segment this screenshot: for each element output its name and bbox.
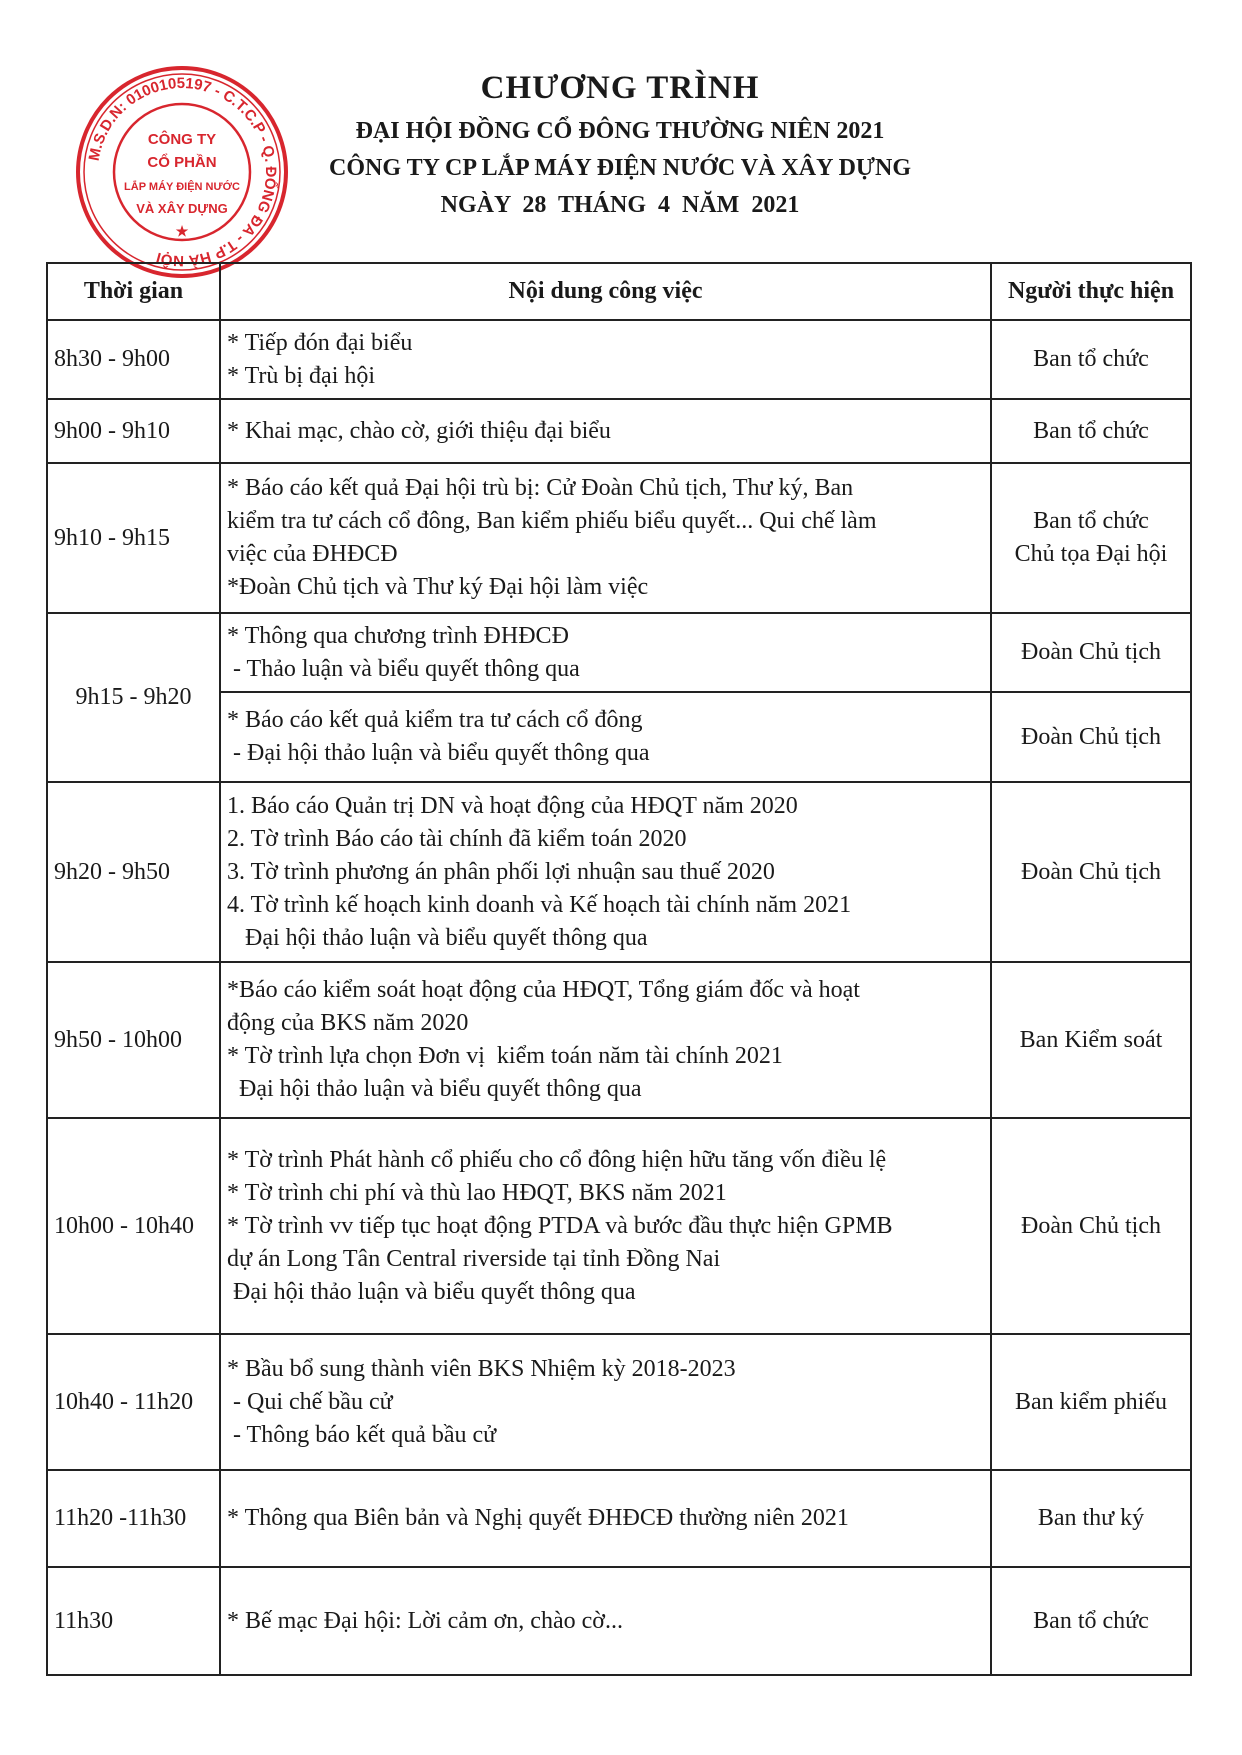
responsible-cell — [991, 1118, 1191, 1334]
svg-text:★: ★ — [175, 223, 189, 239]
content-cell — [220, 463, 991, 613]
table-row — [47, 962, 1191, 1118]
content-line: * Thông qua chương trình ĐHĐCĐ — [227, 622, 569, 649]
responsible-line: Ban tổ chức — [1033, 508, 1149, 534]
content-line: - Thông báo kết quả bầu cử — [227, 1421, 497, 1448]
content-line: * Bầu bổ sung thành viên BKS Nhiệm kỳ 2018-2023 — [227, 1355, 736, 1382]
content-cell — [220, 320, 991, 399]
svg-text:CÔNG TY: CÔNG TY — [147, 131, 217, 148]
time-cell: 9h00 - 9h10 — [47, 399, 220, 463]
content-line: 2. Tờ trình Báo cáo tài chính đã kiểm toán 2020 — [227, 825, 687, 852]
content-line: * Khai mạc, chào cờ, giới thiệu đại biểu — [227, 417, 611, 444]
table-row — [47, 1470, 1191, 1567]
content-line: * Báo cáo kết quả Đại hội trù bị: Cử Đoàn Chủ tịch, Thư ký, Ban — [227, 475, 854, 501]
svg-text:CỔ PHẦN: CỔ PHẦN — [147, 154, 217, 171]
responsible-cell — [991, 1334, 1191, 1470]
content-cell — [220, 1118, 991, 1334]
meeting-title: ĐẠI HỘI ĐỒNG CỔ ĐÔNG THƯỜNG NIÊN 2021 — [355, 118, 885, 144]
content-line: việc của ĐHĐCĐ — [227, 541, 398, 567]
time-cell: 9h50 - 10h00 — [47, 962, 220, 1118]
content-cell — [220, 1470, 991, 1567]
content-line: * Bế mạc Đại hội: Lời cảm ơn, chào cờ... — [227, 1607, 623, 1634]
content-cell — [220, 1567, 991, 1675]
content-line: Đại hội thảo luận và biểu quyết thông qua — [227, 1278, 636, 1305]
responsible-line: Ban tổ chức — [1033, 1607, 1149, 1634]
content-line: 1. Báo cáo Quản trị DN và hoạt động của HĐQT năm 2020 — [227, 792, 798, 819]
responsible-cell — [991, 692, 1191, 782]
table-row — [47, 320, 1191, 399]
responsible-cell — [991, 399, 1191, 463]
content-cell — [220, 692, 991, 782]
responsible-line: Đoàn Chủ tịch — [1021, 639, 1161, 665]
content-line: * Tờ trình vv tiếp tục hoạt động PTDA và bước đầu thực hiện GPMB — [227, 1212, 893, 1239]
time-cell: 11h20 -11h30 — [47, 1470, 220, 1567]
company-stamp — [74, 64, 290, 280]
responsible-cell — [991, 962, 1191, 1118]
stamp-ring-text: M.S.D.N: 0100105197 - C.T.C.P - Q. ĐỐNG ĐA - T.P HÀ NỘI — [85, 74, 280, 270]
content-cell — [220, 782, 991, 962]
svg-text:LẮP MÁY ĐIỆN NƯỚC: LẮP MÁY ĐIỆN NƯỚC — [124, 181, 240, 193]
content-line: * Tờ trình lựa chọn Đơn vị kiểm toán năm tài chính 2021 — [227, 1043, 783, 1069]
responsible-line: Đoàn Chủ tịch — [1021, 858, 1161, 885]
table-row — [47, 782, 1191, 962]
content-line: - Thảo luận và biểu quyết thông qua — [227, 655, 580, 682]
responsible-cell — [991, 320, 1191, 399]
time-cell: 8h30 - 9h00 — [47, 320, 220, 399]
responsible-cell — [991, 463, 1191, 613]
time-cell: 9h20 - 9h50 — [47, 782, 220, 962]
content-line: * Tiếp đón đại biểu — [227, 329, 413, 356]
content-line: * Trù bị đại hội — [227, 362, 376, 389]
meeting-date: NGÀY 28 THÁNG 4 NĂM 2021 — [440, 192, 800, 218]
time-cell: 9h10 - 9h15 — [47, 463, 220, 613]
responsible-cell — [991, 613, 1191, 692]
responsible-line: Ban tổ chức — [1033, 417, 1149, 444]
responsible-cell — [991, 1567, 1191, 1675]
table-row — [47, 613, 1191, 692]
content-line: * Tờ trình Phát hành cổ phiếu cho cổ đông hiện hữu tăng vốn điều lệ — [227, 1146, 887, 1173]
responsible-line: Đoàn Chủ tịch — [1021, 1212, 1161, 1239]
table-row — [47, 463, 1191, 613]
responsible-line: Chủ tọa Đại hội — [1014, 541, 1168, 567]
content-line: - Qui chế bầu cử — [227, 1388, 393, 1415]
time-cell: 9h15 - 9h20 — [47, 613, 220, 782]
schedule-table — [46, 262, 1192, 1676]
content-line: * Tờ trình chi phí và thù lao HĐQT, BKS năm 2021 — [227, 1179, 727, 1206]
content-line: 3. Tờ trình phương án phân phối lợi nhuận sau thuế 2020 — [227, 858, 775, 885]
content-cell — [220, 962, 991, 1118]
responsible-line: Ban kiểm phiếu — [1015, 1388, 1167, 1415]
content-line: *Đoàn Chủ tịch và Thư ký Đại hội làm việc — [227, 574, 649, 600]
header-content: Nội dung công việc — [220, 263, 991, 320]
responsible-line: Đoàn Chủ tịch — [1021, 723, 1161, 750]
time-cell: 10h00 - 10h40 — [47, 1118, 220, 1334]
svg-text:VÀ XÂY DỰNG: VÀ XÂY DỰNG — [136, 201, 228, 216]
header-who: Người thực hiện — [991, 263, 1191, 320]
content-line: Đại hội thảo luận và biểu quyết thông qua — [227, 924, 648, 951]
responsible-line: Ban tổ chức — [1033, 346, 1149, 372]
document-title: CHƯƠNG TRÌNH — [480, 70, 760, 106]
responsible-cell — [991, 782, 1191, 962]
time-cell: 10h40 - 11h20 — [47, 1334, 220, 1470]
content-line: * Báo cáo kết quả kiểm tra tư cách cổ đông — [227, 707, 643, 733]
content-line: 4. Tờ trình kế hoạch kinh doanh và Kế hoạch tài chính năm 2021 — [227, 891, 852, 918]
content-line: kiểm tra tư cách cổ đông, Ban kiểm phiếu biểu quyết... Qui chế làm — [227, 508, 877, 534]
table-row — [47, 1334, 1191, 1470]
content-line: * Thông qua Biên bản và Nghị quyết ĐHĐCĐ thường niên 2021 — [227, 1505, 849, 1531]
content-cell — [220, 1334, 991, 1470]
table-row — [47, 399, 1191, 463]
content-line: - Đại hội thảo luận và biểu quyết thông qua — [227, 740, 650, 766]
time-cell: 11h30 — [47, 1567, 220, 1675]
responsible-line: Ban Kiểm soát — [1019, 1026, 1163, 1053]
content-line: dự án Long Tân Central riverside tại tỉnh Đồng Nai — [227, 1245, 721, 1272]
responsible-cell — [991, 1470, 1191, 1567]
content-cell — [220, 613, 991, 692]
header-time: Thời gian — [47, 263, 220, 320]
content-cell — [220, 399, 991, 463]
responsible-line: Ban thư ký — [1037, 1505, 1145, 1531]
table-header-row — [47, 263, 1191, 320]
table-row — [47, 1567, 1191, 1675]
content-line: *Báo cáo kiểm soát hoạt động của HĐQT, Tổng giám đốc và hoạt — [227, 977, 860, 1003]
table-row — [47, 1118, 1191, 1334]
content-line: Đại hội thảo luận và biểu quyết thông qua — [227, 1076, 642, 1102]
content-line: động của BKS năm 2020 — [227, 1010, 469, 1036]
company-name: CÔNG TY CP LẮP MÁY ĐIỆN NƯỚC VÀ XÂY DỰNG — [329, 155, 911, 181]
